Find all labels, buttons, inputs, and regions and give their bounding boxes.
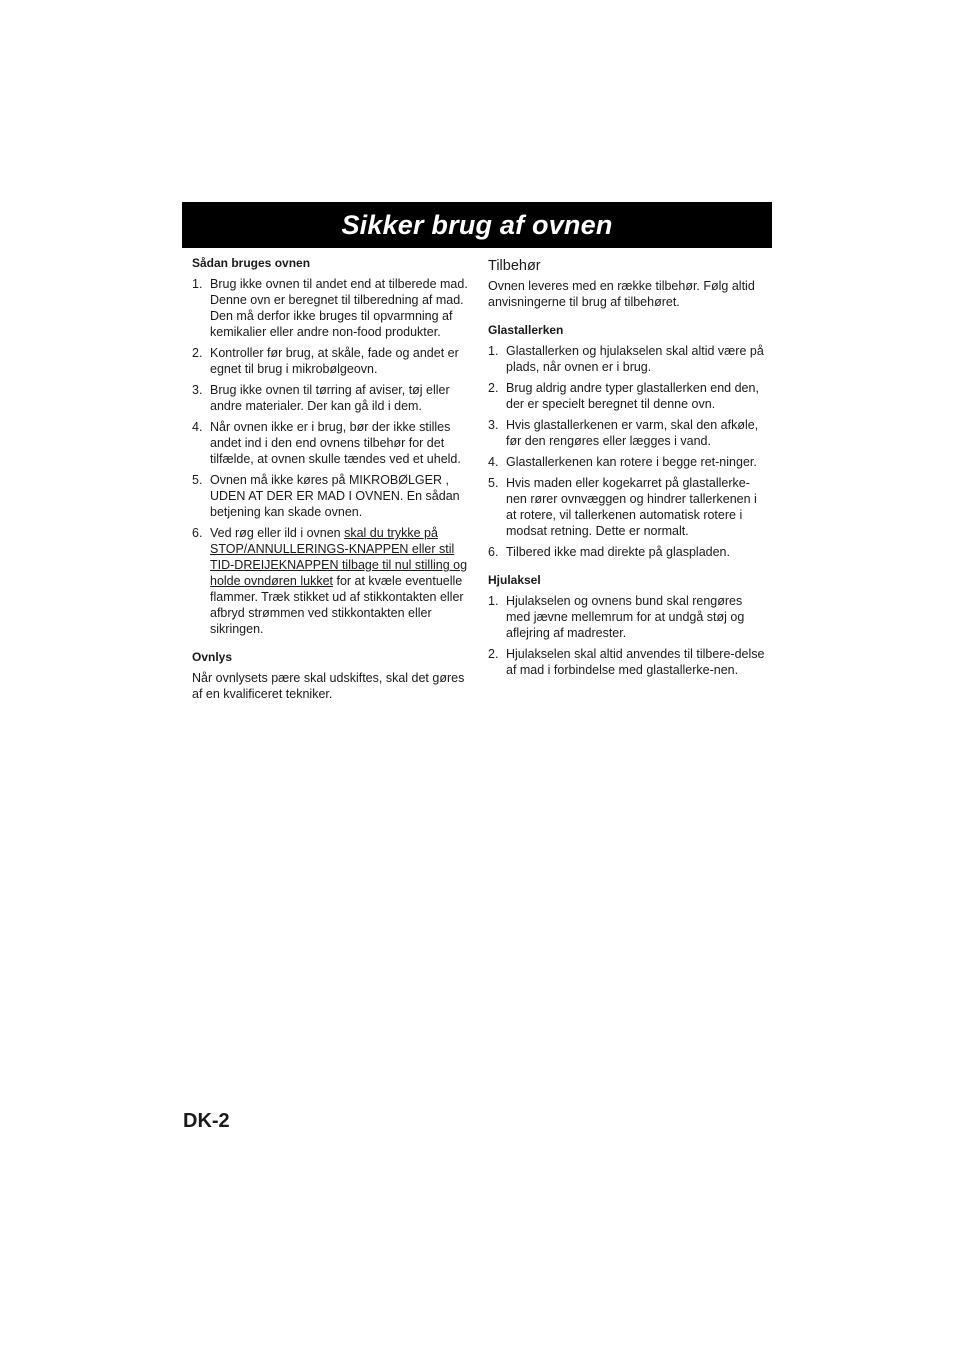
- page-number: DK-2: [183, 1110, 230, 1132]
- light-heading: Ovnlys: [192, 650, 233, 664]
- item-number: 2.: [488, 647, 499, 661]
- list-item: [488, 544, 766, 560]
- usage-list: [192, 276, 468, 637]
- item-text: Når ovnen ikke er i brug, bør der ikke stilles andet ind i den end ovnens tilbehør for det tilfælde, at ovnen skulle tændes ved et uheld.: [210, 420, 461, 466]
- list-item: [192, 525, 468, 637]
- list-item: [488, 593, 766, 641]
- item-number: 5.: [192, 473, 203, 487]
- accessories-text: Ovnen leveres med en række tilbehør. Følg altid anvisningerne til brug af tilbehøret.: [488, 279, 755, 309]
- item-text-underlined: skal du trykke på STOP/ANNULLERINGS-KNAPPEN eller stil TID-DREIJEKNAPPEN tilbage til nul stilling og holde ovndøren lukket: [210, 526, 468, 588]
- item-number: 3.: [488, 418, 499, 432]
- left-column: [192, 255, 468, 714]
- list-item: [192, 419, 468, 467]
- item-number: 2.: [488, 381, 499, 395]
- item-number: 1.: [488, 344, 499, 358]
- list-item: [488, 380, 766, 412]
- item-text: Brug aldrig andre typer glastallerken end den, der er specielt beregnet til denne ovn.: [506, 381, 759, 411]
- accessories-heading: Tilbehør: [488, 258, 541, 274]
- item-text: Brug ikke ovnen til andet end at tilberede mad. Denne ovn er beregnet til tilberedning af mad. Den må derfor ikke bruges til opvarmning af kemikalier eller andre non-food produkter.: [210, 277, 468, 339]
- item-number: 4.: [192, 420, 203, 434]
- item-text: Glastallerken og hjulakselen skal altid være på plads, når ovnen er i brug.: [506, 344, 764, 374]
- item-number: 3.: [192, 383, 203, 397]
- light-text: Når ovnlysets pære skal udskiftes, skal det gøres af en kvalificeret tekniker.: [192, 671, 465, 701]
- item-text: Hjulakselen skal altid anvendes til tilbere-delse af mad i forbindelse med glastallerke-nen.: [506, 647, 765, 677]
- glass-tray-list: [488, 343, 766, 560]
- list-item: [488, 454, 766, 470]
- usage-heading: Sådan bruges ovnen: [192, 256, 311, 270]
- item-text: Ovnen må ikke køres på MIKROBØLGER , UDEN AT DER ER MAD I OVNEN. En sådan betjening kan skade ovnen.: [210, 473, 460, 519]
- item-text: Brug ikke ovnen til tørring af aviser, tøj eller andre materialer. Der kan gå ild i dem.: [210, 383, 450, 413]
- list-item: [192, 345, 468, 377]
- glass-tray-heading: Glastallerken: [488, 323, 564, 337]
- item-number: 4.: [488, 455, 499, 469]
- list-item: [488, 417, 766, 449]
- list-item: [192, 472, 468, 520]
- title-bar: [182, 202, 772, 248]
- list-item: [192, 382, 468, 414]
- item-text: Hvis glastallerkenen er varm, skal den afkøle, før den rengøres eller lægges i vand.: [506, 418, 759, 448]
- item-number: 2.: [192, 346, 203, 360]
- axle-list: [488, 593, 766, 678]
- item-text: Hvis maden eller kogekarret på glastallerke-nen rører ovnvæggen og hindrer tallerkenen i at rotere, vil tallerkenen automatisk rotere i modsat retning. Dette er normalt.: [506, 476, 757, 538]
- item-text: Kontroller før brug, at skåle, fade og andet er egnet til brug i mikrobølgeovn.: [210, 346, 459, 376]
- item-text-post: for at kvæle eventuelle flammer. Træk stikket ud af stikkontakten eller afbryd strømmen ved stikkontakten eller sikringen.: [210, 574, 464, 636]
- list-item: [488, 646, 766, 678]
- item-text: Tilbered ikke mad direkte på glaspladen.: [506, 545, 730, 559]
- item-number: 5.: [488, 476, 499, 490]
- list-item: [488, 475, 766, 539]
- page-title: Sikker brug af ovnen: [341, 209, 613, 240]
- list-item: [488, 343, 766, 375]
- item-text-pre: Ved røg eller ild i ovnen: [210, 526, 345, 540]
- item-number: 1.: [192, 277, 203, 291]
- axle-heading: Hjulaksel: [488, 573, 541, 587]
- item-number: 6.: [192, 526, 203, 540]
- right-column: [488, 255, 766, 683]
- item-text: Hjulakselen og ovnens bund skal rengøres med jævne mellemrum for at undgå støj og aflejring af madrester.: [506, 594, 745, 640]
- item-text: [210, 525, 468, 637]
- item-number: 6.: [488, 545, 499, 559]
- item-text: Glastallerkenen kan rotere i begge ret-ninger.: [506, 455, 757, 469]
- item-number: 1.: [488, 594, 499, 608]
- list-item: [192, 276, 468, 340]
